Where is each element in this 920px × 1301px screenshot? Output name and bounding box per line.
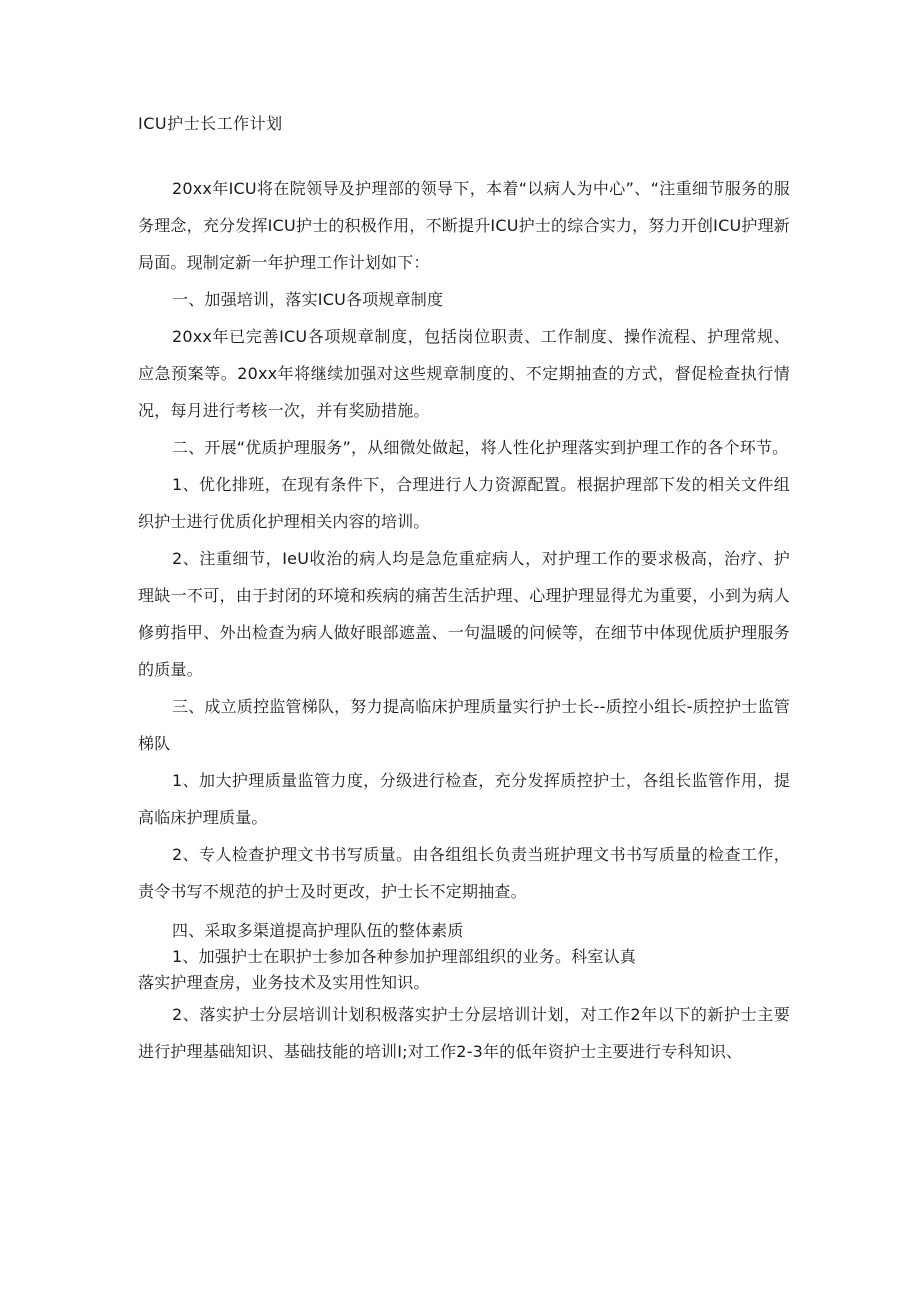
section-3-item-1: 1、加大护理质量监管力度，分级进行检查，充分发挥质控护士，各组长监管作用，提高临床护理质量。 [138,771,790,827]
intro-paragraph: 20xx年ICU将在院领导及护理部的领导下，本着“以病人为中心”、“注重细节服务的服务理念，充分发挥ICU护士的积极作用，不断提升ICU护士的综合实力，努力开创ICU护理新局面。现制定新一年护理工作计划如下： [138,179,790,272]
section-heading-4: 四、采取多渠道提高护理队伍的整体素质 [172,921,464,940]
section-1-paragraph: 20xx年已完善ICU各项规章制度，包括岗位职责、工作制度、操作流程、护理常规、应急预案等。20xx年将继续加强对这些规章制度的、不定期抽查的方式，督促检查执行情况，每月进行考核一次，并有奖励措施。 [138,327,790,420]
section-2-item-1: 1、优化排班，在现有条件下，合理进行人力资源配置。根据护理部下发的相关文件组织护士进行优质化护理相关内容的培训。 [138,475,790,531]
section-3-item-2: 2、专人检查护理文书书写质量。由各组组长负责当班护理文书书写质量的检查工作，责令书写不规范的护士及时更改，护士长不定期抽查。 [138,845,790,901]
section-4-item-1: 1、加强护士在职护士参加各种参加护理部组织的业务。科室认真 [172,947,636,966]
section-heading-1: 一、加强培训，落实ICU各项规章制度 [172,290,444,309]
document-body [138,170,790,1070]
section-4-item-2: 2、落实护士分层培训计划积极落实护士分层培训计划，对工作2年以下的新护士主要进行护理基础知识、基础技能的培训I;对工作2-3年的低年资护士主要进行专科知识、 [138,1005,790,1061]
section-heading-2: 二、开展“优质护理服务”，从细微处做起，将人性化护理落实到护理工作的各个环节。 [172,438,789,457]
section-2-item-2: 2、注重细节，IeU收治的病人均是急危重症病人，对护理工作的要求极高，治疗、护理缺一不可，由于封闭的环境和疾病的痛苦生活护理、心理护理显得尤为重要，小到为病人修剪指甲、外出检查为病人做好眼部遮盖、一句温暖的问候等，在细节中体现优质护理服务的质量。 [138,549,790,679]
section-4-item-1-continued: 落实护理查房，业务技术及实用性知识。 [138,973,430,992]
document-title: ICU护士长工作计划 [138,114,283,133]
section-heading-3: 三、成立质控监管梯队，努力提高临床护理质量实行护士长--质控小组长-质控护士监管梯队 [138,697,790,753]
